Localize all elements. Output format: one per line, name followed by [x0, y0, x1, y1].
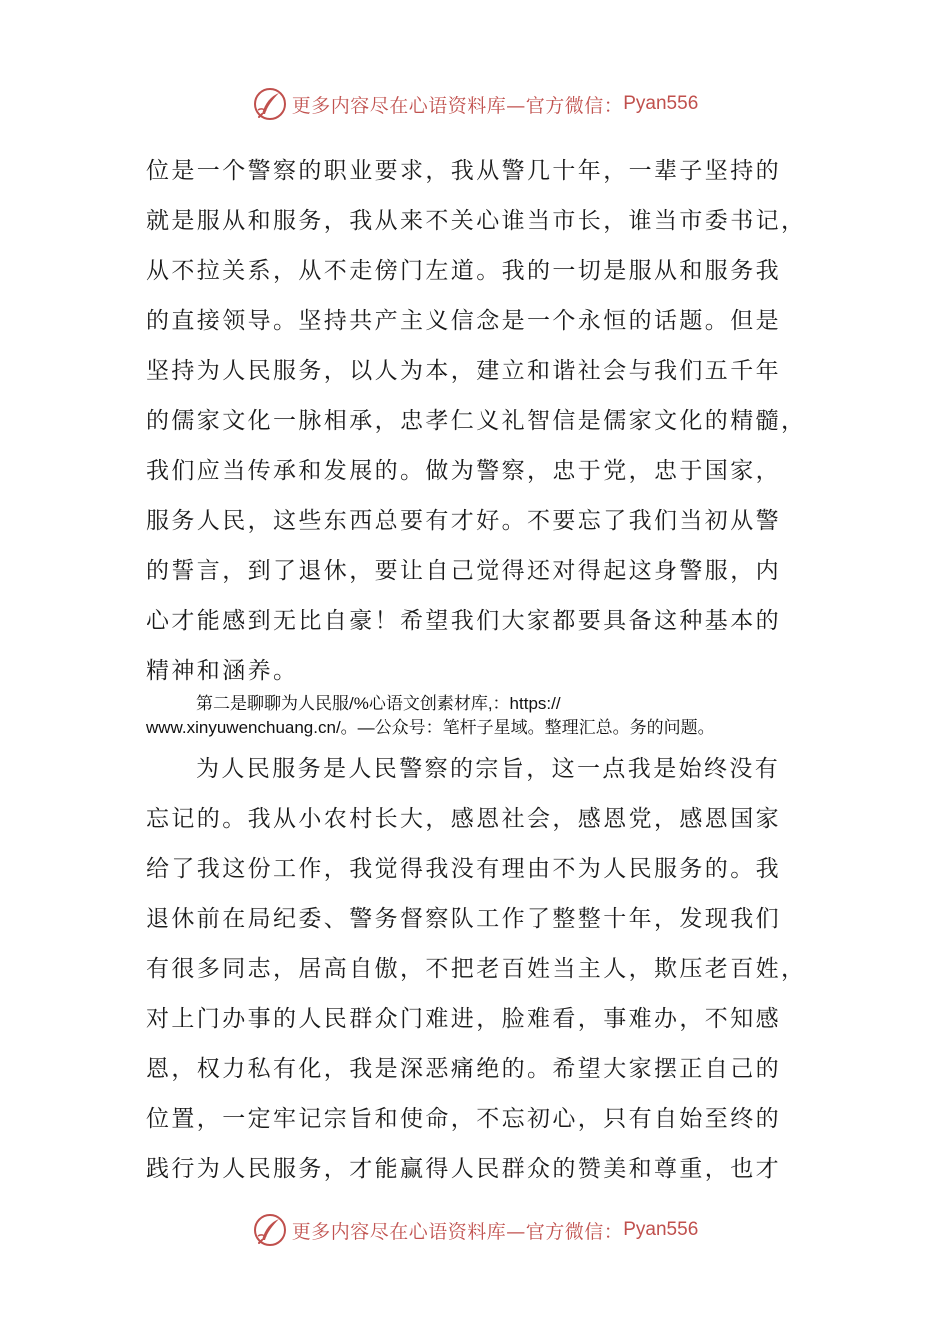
- text-line: 就是服从和服务，我从来不关心谁当市长，谁当市委书记，: [146, 208, 807, 234]
- footer-banner: [0, 1208, 950, 1252]
- feather-pen-logo-icon: [252, 86, 288, 122]
- text-line: 退休前在局纪委、警务督察队工作了整整十年，发现我们: [146, 906, 781, 932]
- paragraph-2: [146, 744, 807, 1194]
- banner-text: 更多内容尽在心语资料库—官方微信：: [291, 1220, 624, 1243]
- banner-text: 更多内容尽在心语资料库—官方微信：: [291, 94, 624, 117]
- banner-wechat-id: Pyan556: [623, 93, 699, 114]
- feather-pen-logo-icon: [252, 1212, 288, 1248]
- text-line: 的誓言，到了退休，要让自己觉得还对得起这身警服，内: [146, 558, 781, 584]
- text-line: 有很多同志，居高自傲，不把老百姓当主人，欺压老百姓，: [146, 956, 807, 982]
- banner-wechat-id: Pyan556: [623, 1219, 699, 1240]
- source-note-line-2: www.xinyuwenchuang.cn/。—公众号：笔杆子星域。整理汇总。务的问题。: [146, 718, 715, 737]
- paragraph-1: [146, 146, 807, 696]
- text-line: 的直接领导。坚持共产主义信念是一个永恒的话题。但是: [146, 308, 781, 334]
- text-line: 位是一个警察的职业要求，我从警几十年，一辈子坚持的: [146, 158, 781, 184]
- header-banner: [0, 82, 950, 126]
- text-line: 心才能感到无比自豪！希望我们大家都要具备这种基本的: [146, 608, 781, 634]
- text-line: 对上门办事的人民群众门难进，脸难看，事难办，不知感: [146, 1006, 781, 1032]
- text-line: 为人民服务是人民警察的宗旨，这一点我是始终没有: [196, 756, 781, 782]
- source-note-line-1: 第二是聊聊为人民服/%心语文创素材库,：https://: [196, 694, 561, 713]
- text-line: 给了我这份工作，我觉得我没有理由不为人民服务的。我: [146, 856, 781, 882]
- text-line: 的儒家文化一脉相承，忠孝仁义礼智信是儒家文化的精髓，: [146, 408, 807, 434]
- text-line: 服务人民，这些东西总要有才好。不要忘了我们当初从警: [146, 508, 781, 534]
- text-line: 践行为人民服务，才能赢得人民群众的赞美和尊重，也才: [146, 1156, 781, 1182]
- text-line: 从不拉关系，从不走傍门左道。我的一切是服从和服务我: [146, 258, 781, 284]
- text-line: 精神和涵养。: [146, 658, 299, 684]
- text-line: 恩，权力私有化，我是深恶痛绝的。希望大家摆正自己的: [146, 1056, 781, 1082]
- text-line: 我们应当传承和发展的。做为警察，忠于党，忠于国家，: [146, 458, 781, 484]
- text-line: 忘记的。我从小农村长大，感恩社会，感恩党，感恩国家: [146, 806, 781, 832]
- text-line: 位置，一定牢记宗旨和使命，不忘初心，只有自始至终的: [146, 1106, 781, 1132]
- source-note: [146, 692, 806, 740]
- text-line: 坚持为人民服务，以人为本，建立和谐社会与我们五千年: [146, 358, 781, 384]
